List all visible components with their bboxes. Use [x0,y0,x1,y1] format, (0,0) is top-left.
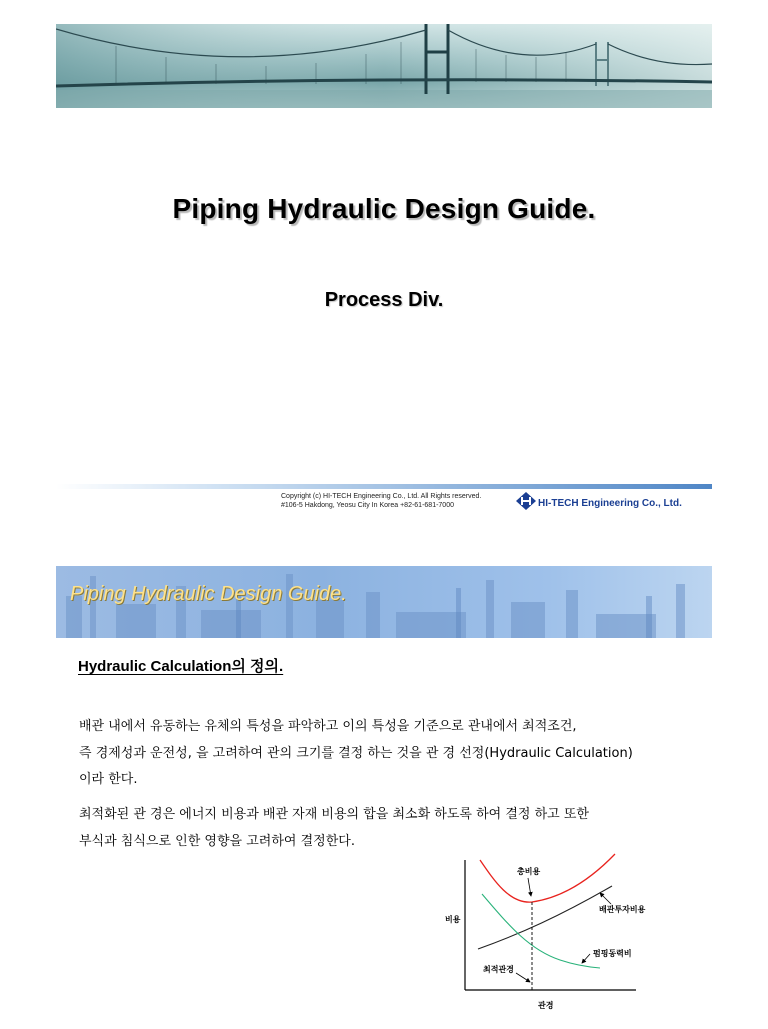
footer-divider [56,484,712,489]
copyright-block [281,492,481,510]
company-logo-icon [512,491,540,511]
arrow-optimum [516,973,530,982]
label-optimum: 최적관경 [483,965,514,974]
section-heading: Hydraulic Calculation의 정의. [78,658,284,675]
copyright-text: Copyright (c) HI-TECH Engineering Co., Ltd. All Rights reserved. [281,493,482,500]
x-axis-label: 관경 [538,1001,554,1010]
paragraph-line: 즉 경제성과 운전성, 을 고려하여 관의 크기를 결정 하는 것을 관 경 선정(Hydraulic Calculation) [79,746,633,761]
slide-title: Piping Hydraulic Design Guide. [172,193,596,224]
bridge-banner-image [56,24,712,108]
label-investment-cost: 배관투자비용 [599,905,646,914]
label-total-cost: 총비용 [517,867,541,876]
paragraph-line: 배관 내에서 유동하는 유체의 특성을 파악하고 이의 특성을 기준으로 관내에서 최적조건, [79,719,577,734]
slide-subtitle: Process Div. [324,289,444,311]
y-axis-label: 비용 [445,915,461,924]
address-text: #106-5 Hakdong, Yeosu City In Korea +82-61-681-7000 [281,502,454,509]
banner-title: Piping Hydraulic Design Guide. [70,583,347,605]
cost-chart [440,852,660,1024]
paragraph-line: 부식과 침식으로 인한 영향을 고려하여 결정한다. [79,834,355,849]
label-pumping-cost: 펌핑동력비 [593,949,632,958]
company-name: HI-TECH Engineering Co., Ltd. [538,498,682,509]
pumping-cost-curve [482,894,600,968]
total-cost-curve [480,854,615,902]
arrow-pump [582,954,590,963]
investment-cost-curve [478,886,612,949]
paragraph-line: 이라 한다. [79,772,138,787]
paragraph-line: 최적화된 관 경은 에너지 비용과 배관 자재 비용의 합을 최소화 하도록 하여 결정 하고 또한 [79,807,589,822]
arrow-invest [600,893,611,904]
arrow-total [528,878,531,896]
